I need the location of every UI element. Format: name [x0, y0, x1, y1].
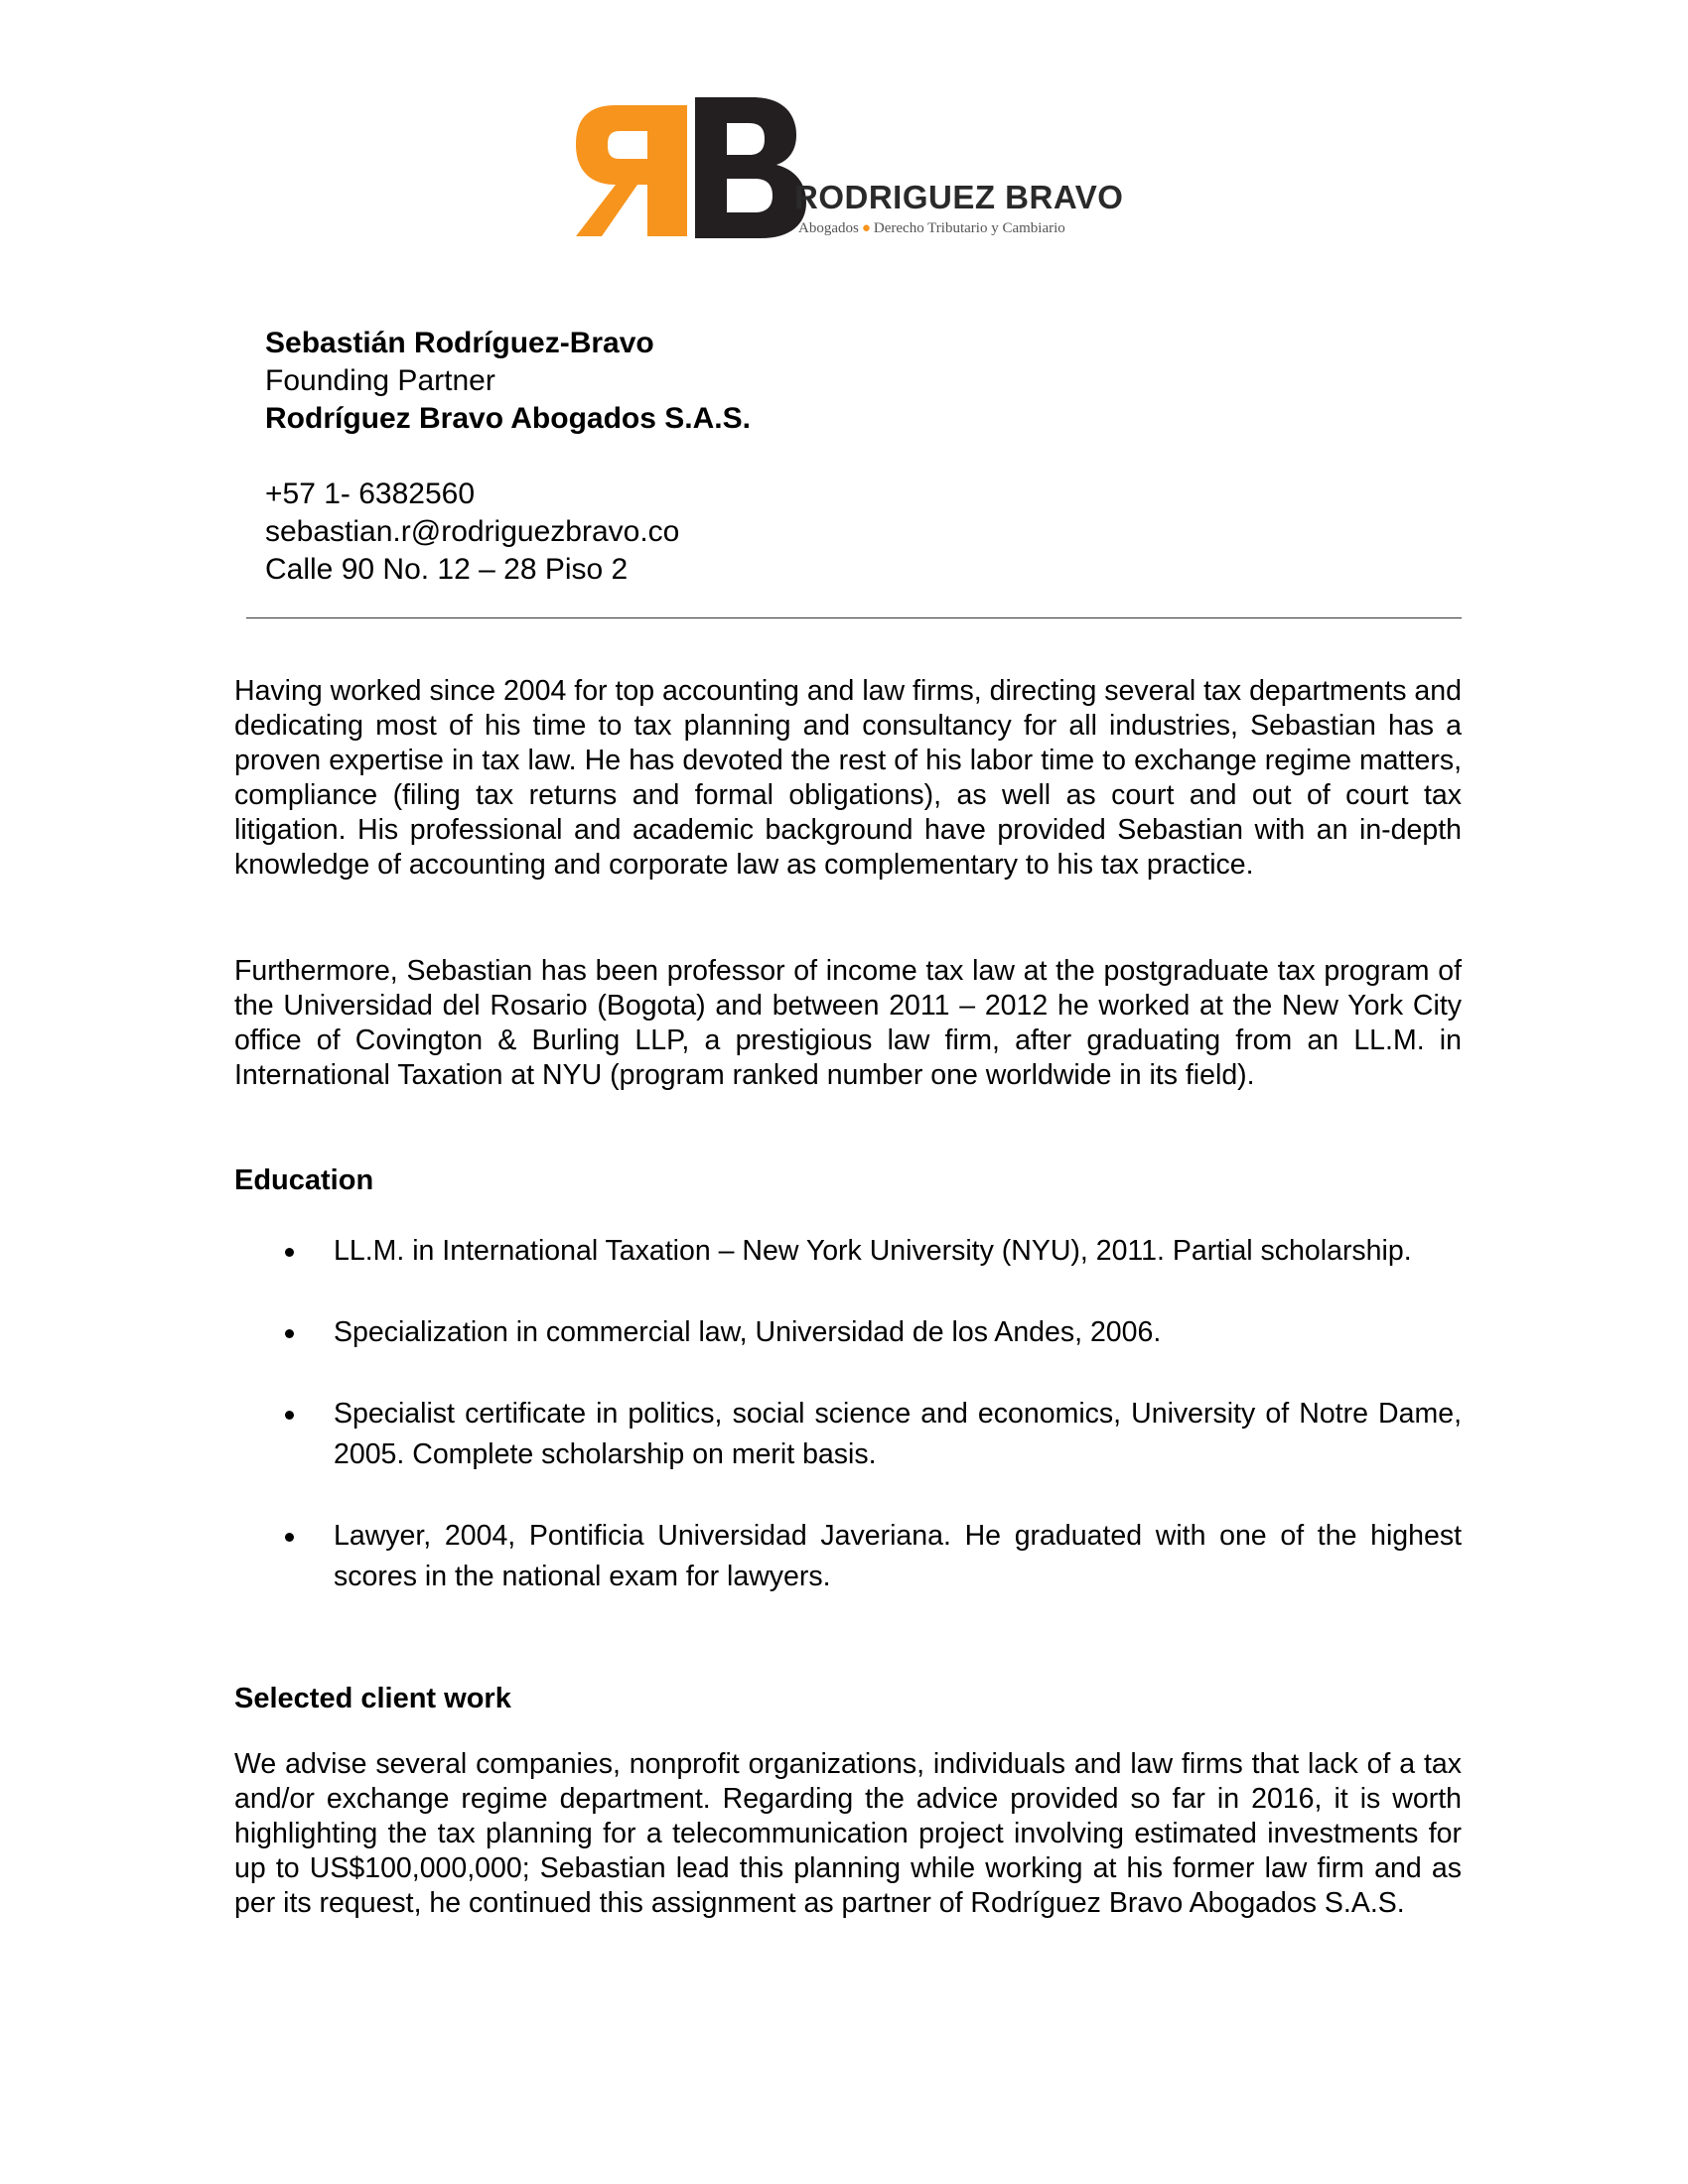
client-work-paragraph: We advise several companies, nonprofit organizations, individuals and law firms that lack of a tax and/or exchange regime department. Regarding the advice provided so far in 2016, it is worth highlighting the tax planning for a telecommunication project involving estimated investments for up to US$100,000,000; Sebastian lead this planning while working at his former law firm and as per its request, he continued this assignment as partner of Rodríguez Bravo Abogados S.A.S. — [234, 1748, 1462, 1919]
education-item-text: LL.M. in International Taxation – New York University (NYU), 2011. Partial scholarship. — [334, 1235, 1412, 1267]
tagline-part2: Derecho Tributario y Cambiario — [873, 220, 1065, 236]
brand-tagline — [798, 220, 1065, 237]
tagline-part1: Abogados — [798, 220, 859, 236]
contact-title: Founding Partner — [265, 364, 495, 397]
bullet-icon — [285, 1248, 294, 1257]
bullet-icon — [285, 1533, 294, 1542]
brand-name: RODRIGUEZ BRAVO — [794, 179, 1124, 215]
contact-phone: +57 1- 6382560 — [265, 478, 476, 510]
tagline-dot-icon: ● — [861, 220, 871, 236]
education-item-text: Specialist certificate in politics, social science and economics, University of Notre Dame, 2005. Complete scholarship on merit basis. — [334, 1398, 1462, 1470]
list-item — [234, 1231, 1462, 1272]
list-item — [234, 1394, 1462, 1475]
divider-line — [246, 617, 1462, 618]
contact-name: Sebastián Rodríguez-Bravo — [265, 327, 654, 359]
intro-paragraph-1: Having worked since 2004 for top accounting and law firms, directing several tax departments and dedicating most of his time to tax planning and consultancy for all industries, Sebastian has a proven expertise in tax law. He has devoted the rest of his labor time to exchange regime matters, compliance (filing tax returns and formal obligations), as well as court and out of court tax litigation. His professional and academic background have provided Sebastian with an in-depth knowledge of accounting and corporate law as complementary to his tax practice. — [234, 675, 1462, 881]
contact-address: Calle 90 No. 12 – 28 Piso 2 — [265, 553, 629, 586]
intro-paragraph-2: Furthermore, Sebastian has been professor of income tax law at the postgraduate tax program of the Universidad del Rosario (Bogota) and between 2011 – 2012 he worked at the New York City office of Covington & Burling LLP, a prestigious law firm, after graduating from an LL.M. in International Taxation at NYU (program ranked number one worldwide in its field). — [234, 955, 1462, 1091]
contact-firm: Rodríguez Bravo Abogados S.A.S. — [265, 402, 751, 435]
education-item-text: Specialization in commercial law, Universidad de los Andes, 2006. — [334, 1316, 1162, 1348]
list-item — [234, 1516, 1462, 1597]
bullet-icon — [285, 1329, 294, 1338]
client-work-heading: Selected client work — [234, 1683, 511, 1714]
contact-block — [265, 325, 751, 589]
education-list — [234, 1231, 1462, 1638]
contact-email[interactable]: sebastian.r@rodriguezbravo.co — [265, 515, 680, 548]
bullet-icon — [285, 1411, 294, 1420]
education-item-text: Lawyer, 2004, Pontificia Universidad Javeriana. He graduated with one of the highest scores in the national exam for lawyers. — [334, 1520, 1462, 1592]
list-item — [234, 1312, 1462, 1353]
education-heading: Education — [234, 1164, 374, 1196]
